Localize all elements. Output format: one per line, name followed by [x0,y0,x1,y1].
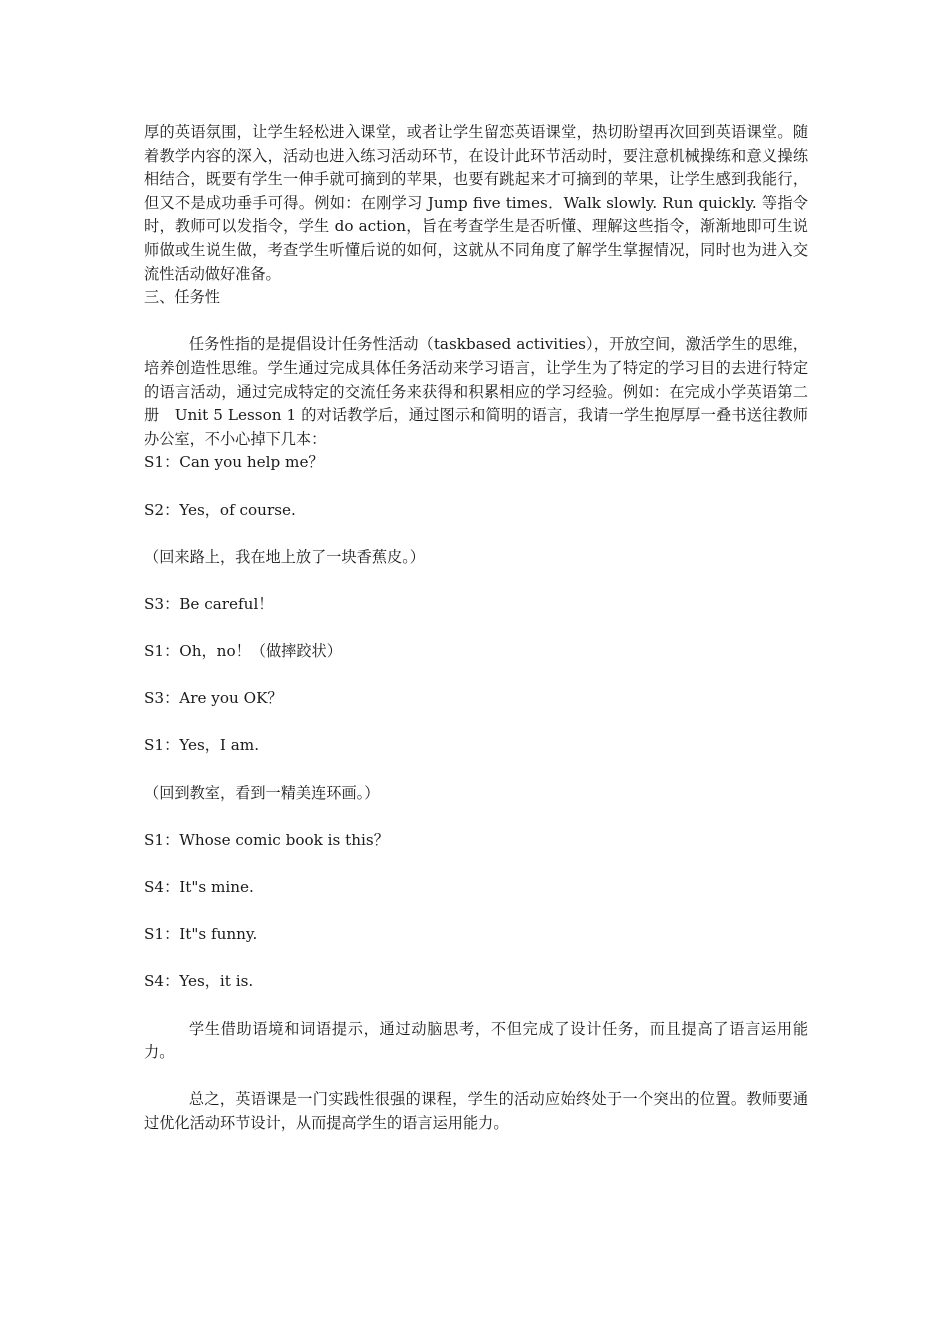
section-heading: 三、任务性 [144,288,220,307]
dialog-line: S1：Whose comic book is this？ [144,830,389,849]
dialog-stage-note: （回来路上，我在地上放了一块香蕉皮。） [144,547,425,566]
dialog-line: S1：Can you help me？ [144,453,324,472]
dialog-line: S4：Yes，it is. [144,972,254,991]
dialog-line: S2：Yes，of course. [144,500,296,519]
intro-paragraph: 厚的英语氛围，让学生轻松进入课堂，或者让学生留恋英语课堂，热切盼望再次回到英语课堂。随着教学内容的深入，活动也进入练习活动环节，在设计此环节活动时，要注意机械操练和意义操练相结合，既要有学生一伸手就可摘到的苹果，也要有跳起来才可摘到的苹果，让学生感到我能行，但又不是成功垂手可得。例如：在刚学习 Jump five times．Walk slowly. Run quickly. 等指令时，教师可以发指令，学生 do action，旨在考查学生是否听懂、理解这些指令，渐渐地即可生说师做或生说生做，考查学生听懂后说的如何，这就从不同角度了解学生掌握情况，同时也为进入交流性活动做好准备。 [144,123,808,283]
dialog-line: S1：Yes，I am. [144,736,260,755]
result-paragraph: 学生借助语境和词语提示，通过动脑思考，不但完成了设计任务，而且提高了语言运用能力。 [144,1019,808,1062]
dialog-line: S1：Oh，no！（做摔跤状） [144,642,342,661]
dialog-line: S3：Are you OK？ [144,689,283,708]
document-page [144,121,808,1136]
dialog-list [144,451,808,994]
conclusion-paragraph: 总之，英语课是一门实践性很强的课程，学生的活动应始终处于一个突出的位置。教师要通过优化活动环节设计，从而提高学生的语言运用能力。 [144,1090,808,1132]
dialog-line: S3：Be careful！ [144,594,274,613]
dialog-line: S1：It"s funny. [144,925,258,944]
task-paragraph: 任务性指的是提倡设计任务性活动（taskbased activities），开放空间，激活学生的思维，培养创造性思维。学生通过完成具体任务活动来学习语言，让学生为了特定的学习目的去进行特定的语言活动，通过完成特定的交流任务来获得和积累相应的学习经验。例如：在完成小学英语第二册 Unit 5 Lesson 1 的对话教学后，通过图示和简明的语言，我请一学生抱厚厚一叠书送往教师办公室，不小心掉下几本： [144,335,808,448]
dialog-stage-note: （回到教室，看到一精美连环画。） [144,783,380,802]
dialog-line: S4：It"s mine. [144,878,254,896]
